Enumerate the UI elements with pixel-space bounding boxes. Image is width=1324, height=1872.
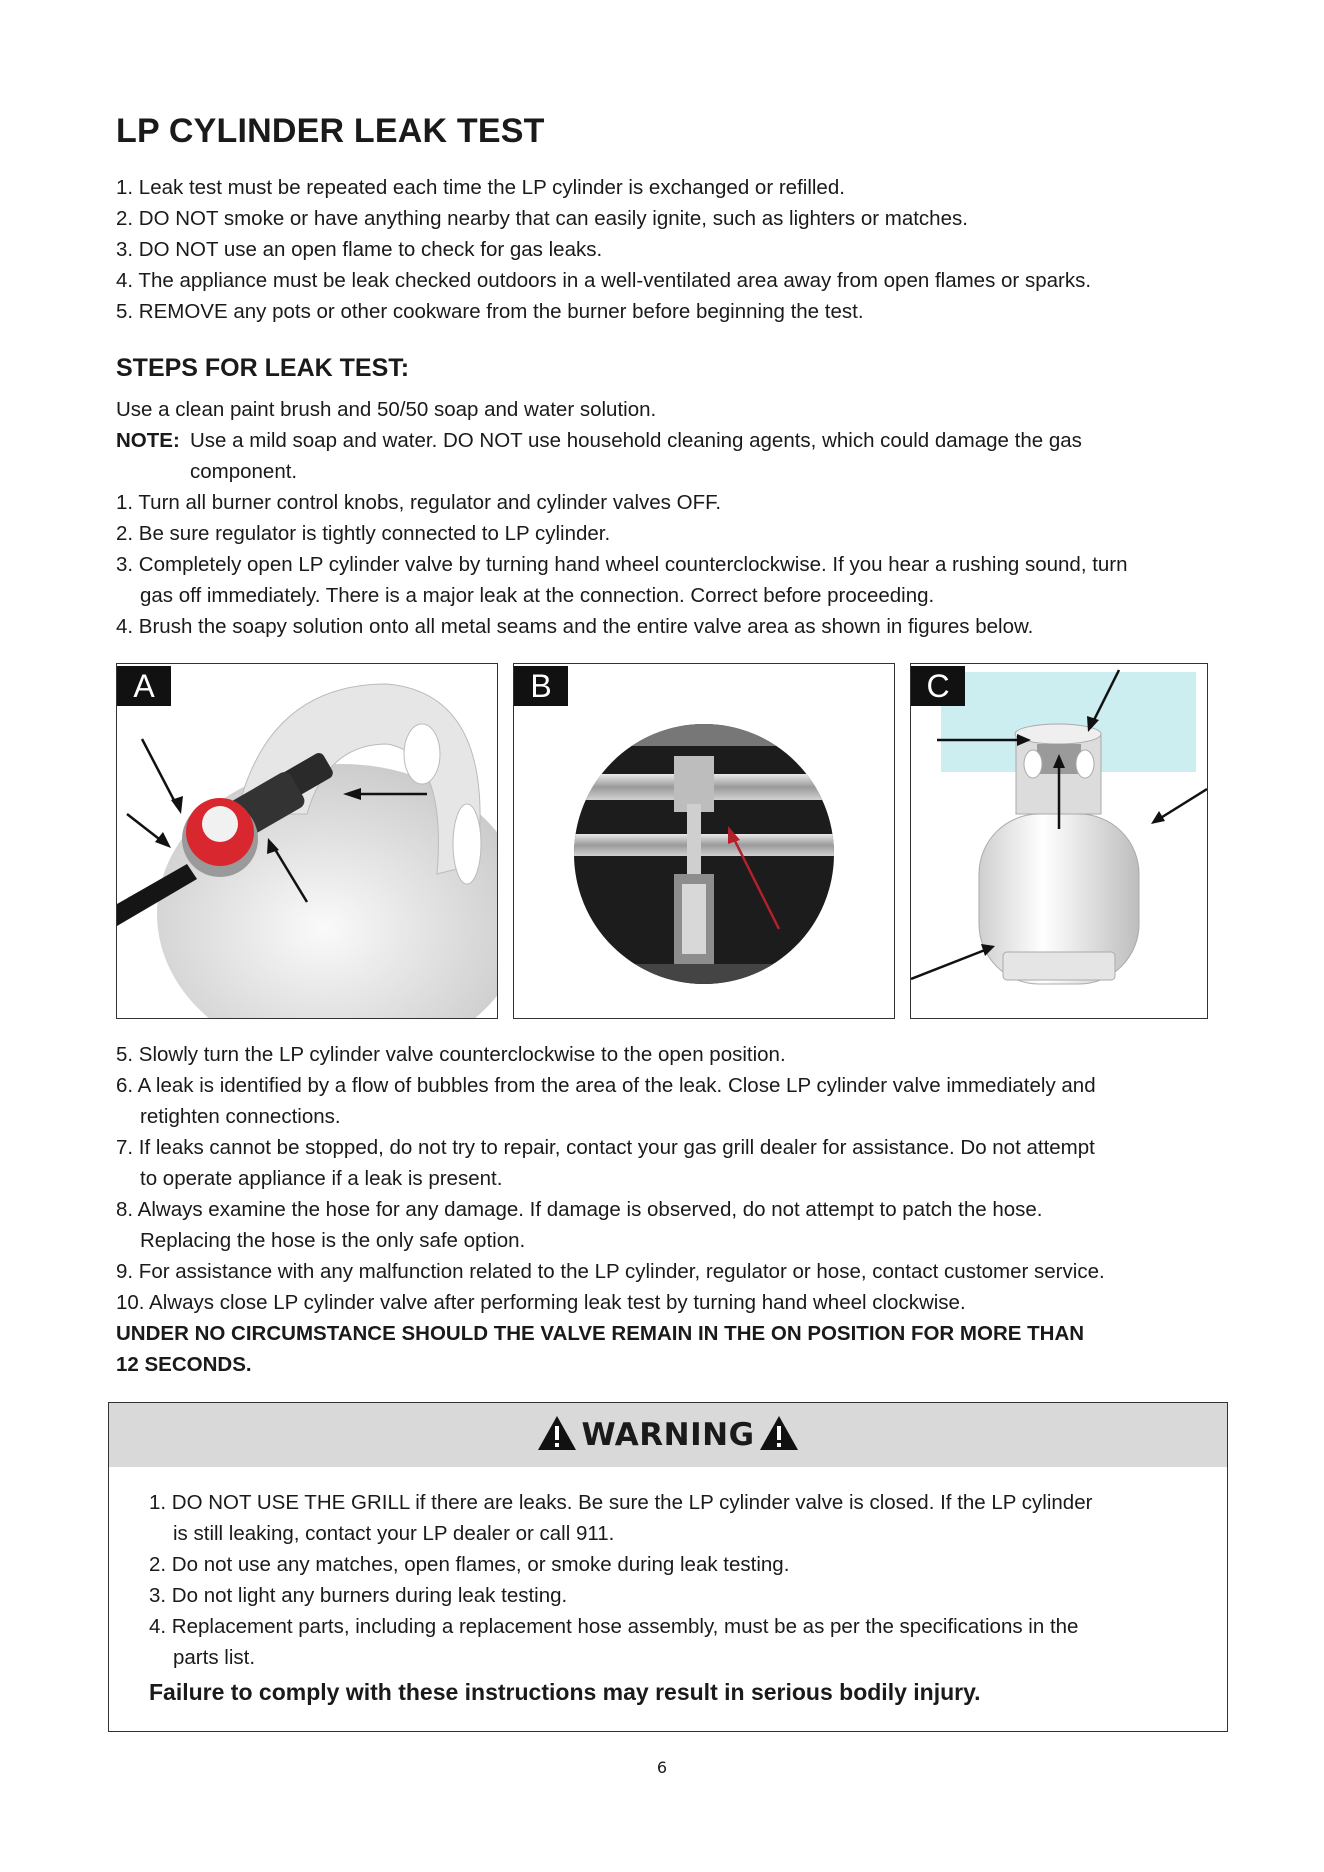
warning-item-4: 4. Replacement parts, including a replacement hose assembly, must be as per the specifications in the <box>149 1615 1079 1638</box>
step-6-cont: retighten connections. <box>140 1105 341 1128</box>
step-8-cont: Replacing the hose is the only safe option. <box>140 1229 526 1252</box>
warning-item-1-cont: is still leaking, contact your LP dealer or call 911. <box>173 1522 615 1545</box>
caution-line-1: UNDER NO CIRCUMSTANCE SHOULD THE VALVE REMAIN IN THE ON POSITION FOR MORE THAN <box>116 1322 1085 1345</box>
figure-a-label: A <box>117 666 171 706</box>
step-3: 3. Completely open LP cylinder valve by turning hand wheel counterclockwise. If you hear a rushing sound, turn <box>116 553 1128 576</box>
warning-header <box>109 1403 1227 1467</box>
figure-b <box>513 663 895 1019</box>
burner-valve-closeup-image <box>514 664 894 1018</box>
figure-a <box>116 663 498 1019</box>
warning-item-1: 1. DO NOT USE THE GRILL if there are leaks. Be sure the LP cylinder valve is closed. If the LP cylinder <box>149 1491 1093 1514</box>
warning-title: WARNING <box>581 1417 755 1453</box>
intro-item-2: 2. DO NOT smoke or have anything nearby that can easily ignite, such as lighters or matches. <box>116 207 968 230</box>
intro-item-4: 4. The appliance must be leak checked outdoors in a well-ventilated area away from open flames or sparks. <box>116 269 1092 292</box>
step-5: 5. Slowly turn the LP cylinder valve counterclockwise to the open position. <box>116 1043 786 1066</box>
warning-box <box>108 1402 1228 1732</box>
warning-triangle-icon <box>759 1415 799 1459</box>
warning-item-2: 2. Do not use any matches, open flames, or smoke during leak testing. <box>149 1553 790 1576</box>
figure-c-label: C <box>911 666 965 706</box>
note-text-cont: component. <box>190 460 298 483</box>
step-8: 8. Always examine the hose for any damage. If damage is observed, do not attempt to patch the hose. <box>116 1198 1043 1221</box>
warning-item-3: 3. Do not light any burners during leak testing. <box>149 1584 568 1607</box>
intro-item-1: 1. Leak test must be repeated each time the LP cylinder is exchanged or refilled. <box>116 176 845 199</box>
step-6: 6. A leak is identified by a flow of bubbles from the area of the leak. Close LP cylinder valve immediately and <box>116 1074 1096 1097</box>
step-3-cont: gas off immediately. There is a major leak at the connection. Correct before proceeding. <box>140 584 935 607</box>
intro-item-3: 3. DO NOT use an open flame to check for gas leaks. <box>116 238 603 261</box>
lp-cylinder-seams-image <box>911 664 1207 1018</box>
failure-notice: Failure to comply with these instructions may result in serious bodily injury. <box>149 1679 981 1705</box>
warning-title-row <box>109 1415 1227 1459</box>
steps-intro: Use a clean paint brush and 50/50 soap and water solution. <box>116 398 657 421</box>
step-4: 4. Brush the soapy solution onto all metal seams and the entire valve area as shown in figures below. <box>116 615 1034 638</box>
note-text: Use a mild soap and water. DO NOT use household cleaning agents, which could damage the gas <box>190 429 1082 452</box>
figure-b-label: B <box>514 666 568 706</box>
note-label: NOTE: <box>116 429 180 452</box>
intro-item-5: 5. REMOVE any pots or other cookware from the burner before beginning the test. <box>116 300 864 323</box>
page-title: LP CYLINDER LEAK TEST <box>116 112 545 150</box>
caution-line-2: 12 SECONDS. <box>116 1353 252 1376</box>
step-7: 7. If leaks cannot be stopped, do not try to repair, contact your gas grill dealer for assistance. Do not attempt <box>116 1136 1095 1159</box>
step-2: 2. Be sure regulator is tightly connected to LP cylinder. <box>116 522 611 545</box>
page-number: 6 <box>656 1758 668 1777</box>
step-9: 9. For assistance with any malfunction related to the LP cylinder, regulator or hose, contact customer service. <box>116 1260 1105 1283</box>
step-1: 1. Turn all burner control knobs, regulator and cylinder valves OFF. <box>116 491 722 514</box>
figure-c <box>910 663 1208 1019</box>
steps-heading: STEPS FOR LEAK TEST: <box>116 354 410 382</box>
warning-item-4-cont: parts list. <box>173 1646 256 1669</box>
warning-triangle-icon <box>537 1415 577 1459</box>
lp-cylinder-regulator-image <box>117 664 497 1018</box>
step-10: 10. Always close LP cylinder valve after performing leak test by turning hand wheel clockwise. <box>116 1291 966 1314</box>
step-7-cont: to operate appliance if a leak is present. <box>140 1167 503 1190</box>
